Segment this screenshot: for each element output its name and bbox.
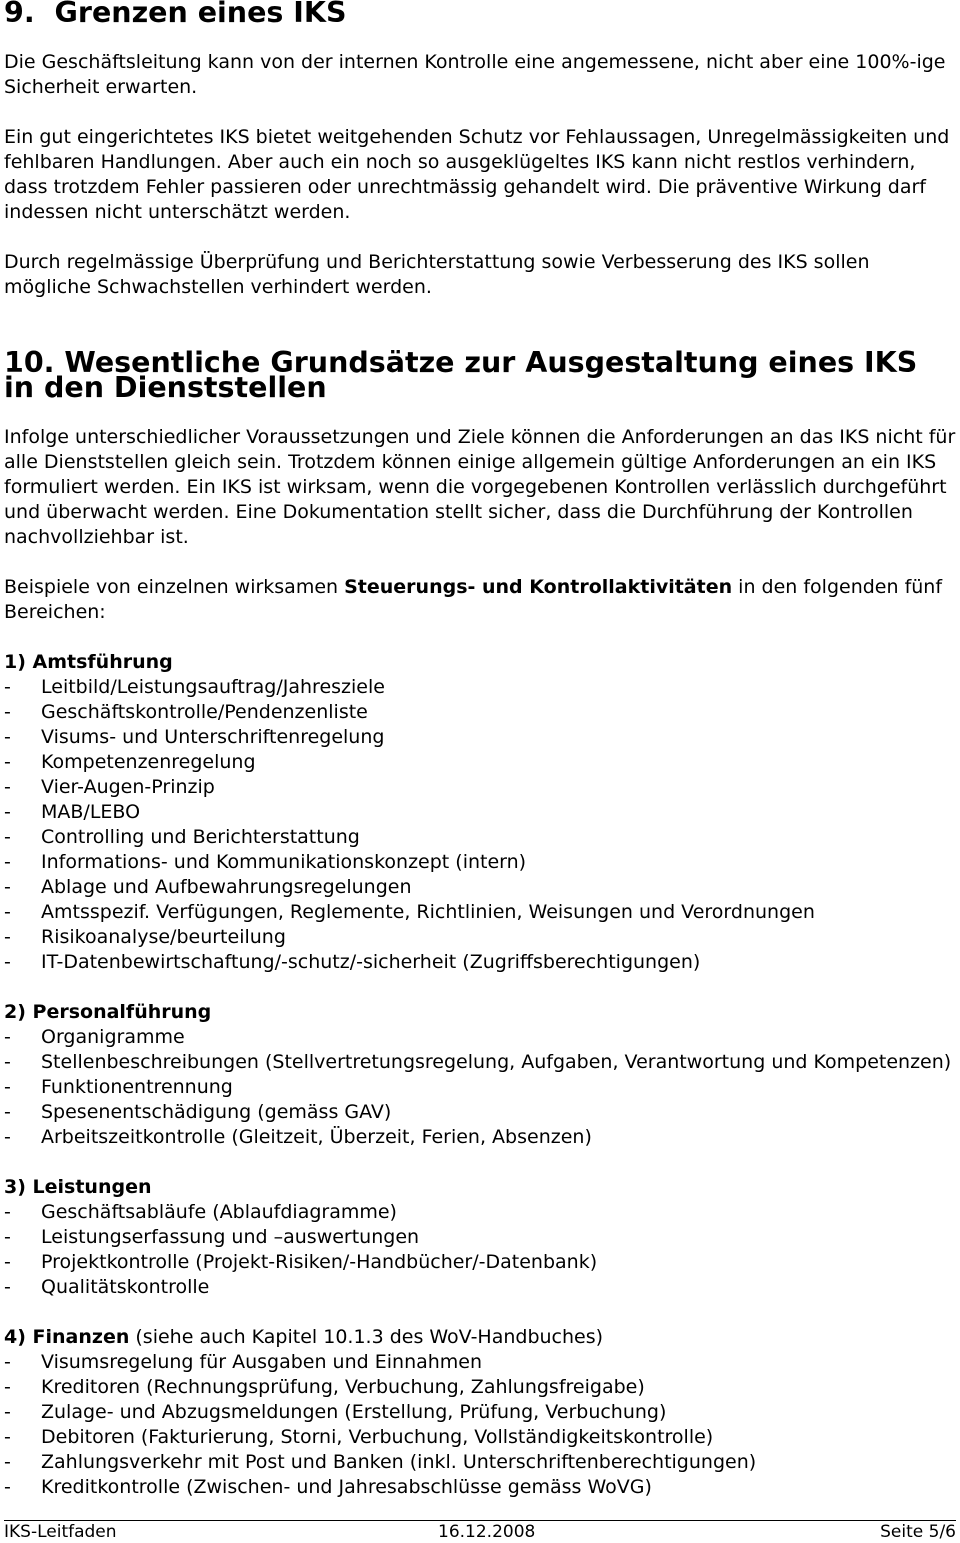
control-area — [4, 1175, 956, 1300]
control-area-heading — [4, 650, 956, 675]
list-item: - Projektkontrolle (Projekt-Risiken/-Handbücher/-Datenbank) — [4, 1250, 956, 1275]
list-item: - Leitbild/Leistungsauftrag/Jahresziele — [4, 675, 956, 700]
list-item: - Kreditkontrolle (Zwischen- und Jahresabschlüsse gemäss WoVG) — [4, 1475, 956, 1500]
control-area-list — [4, 675, 956, 975]
control-area — [4, 650, 956, 975]
section-10-title: 10. Wesentliche Grundsätze zur Ausgestaltung eines IKS in den Dienststellen — [4, 346, 918, 404]
list-item: - Funktionentrennung — [4, 1075, 956, 1100]
control-area-title: 2) Personalführung — [4, 1001, 212, 1023]
list-item: - Controlling und Berichterstattung — [4, 825, 956, 850]
list-item: - Kreditoren (Rechnungsprüfung, Verbuchung, Zahlungsfreigabe) — [4, 1375, 956, 1400]
list-item: - Debitoren (Fakturierung, Storni, Verbuchung, Vollständigkeitskontrolle) — [4, 1425, 956, 1450]
list-item: - Leistungserfassung und –auswertungen — [4, 1225, 956, 1250]
section-10-intro — [4, 575, 956, 625]
list-item: - Kompetenzenregelung — [4, 750, 956, 775]
list-item: - Geschäftsabläufe (Ablaufdiagramme) — [4, 1200, 956, 1225]
control-area-list — [4, 1025, 956, 1150]
page-footer — [4, 1520, 956, 1542]
control-area-heading — [4, 1175, 956, 1200]
list-item: - Zulage- und Abzugsmeldungen (Erstellung, Prüfung, Verbuchung) — [4, 1400, 956, 1425]
list-item: - Amtsspezif. Verfügungen, Reglemente, Richtlinien, Weisungen und Verordnungen — [4, 900, 956, 925]
intro-text-post: in den folgenden fünf Bereichen: — [4, 576, 943, 623]
list-item: - Arbeitszeitkontrolle (Gleitzeit, Überzeit, Ferien, Absenzen) — [4, 1125, 956, 1150]
section-10-paragraph-1: Infolge unterschiedlicher Voraussetzungen und Ziele können die Anforderungen an das IKS nicht für alle Dienststellen gleich sein. Trotzdem können einige allgemein gültige Anforderungen an ein IKS formuliert werden. Ein IKS ist wirksam, wenn die vorgegebenen Kontrollen verlässlich durchgeführt und überwacht werden. Eine Dokumentation stellt sicher, dass die Durchführung der Kontrollen nachvollziehbar ist. — [4, 426, 956, 548]
control-area — [4, 1000, 956, 1150]
control-area-title: 3) Leistungen — [4, 1176, 152, 1198]
section-9-paragraph-1: Die Geschäftsleitung kann von der internen Kontrolle eine angemessene, nicht aber eine 100%-ige Sicherheit erwarten. — [4, 51, 946, 98]
control-area-note: (siehe auch Kapitel 10.1.3 des WoV-Handbuches) — [129, 1326, 604, 1348]
list-item: - Zahlungsverkehr mit Post und Banken (inkl. Unterschriftenberechtigungen) — [4, 1450, 956, 1475]
list-item: - Organigramme — [4, 1025, 956, 1050]
intro-text-bold: Steuerungs- und Kontrollaktivitäten — [344, 576, 733, 598]
control-area — [4, 1325, 956, 1500]
list-item: - MAB/LEBO — [4, 800, 956, 825]
document-page — [4, 0, 956, 1500]
control-area-list — [4, 1350, 956, 1500]
control-area-heading — [4, 1325, 956, 1350]
list-item: - Stellenbeschreibungen (Stellvertretungsregelung, Aufgaben, Verantwortung und Kompetenzen) — [4, 1050, 956, 1075]
list-item: - Risikoanalyse/beurteilung — [4, 925, 956, 950]
control-area-title: 4) Finanzen — [4, 1326, 130, 1348]
footer-page-number: Seite 5/6 — [880, 1522, 956, 1542]
intro-text-pre: Beispiele von einzelnen wirksamen — [4, 576, 345, 598]
list-item: - Visumsregelung für Ausgaben und Einnahmen — [4, 1350, 956, 1375]
list-item: - Spesenentschädigung (gemäss GAV) — [4, 1100, 956, 1125]
control-areas — [4, 650, 956, 1500]
control-area-heading — [4, 1000, 956, 1025]
list-item: - Qualitätskontrolle — [4, 1275, 956, 1300]
list-item: - Vier-Augen-Prinzip — [4, 775, 956, 800]
list-item: - Geschäftskontrolle/Pendenzenliste — [4, 700, 956, 725]
list-item: - Visums- und Unterschriftenregelung — [4, 725, 956, 750]
section-9-paragraph-2: Ein gut eingerichtetes IKS bietet weitgehenden Schutz vor Fehlaussagen, Unregelmässigkeiten und fehlbaren Handlungen. Aber auch ein noch so ausgeklügeltes IKS kann nicht restlos verhindern, dass trotzdem Fehler passieren oder unrechtmässig gehandelt wird. Die präventive Wirkung darf indessen nicht unterschätzt werden. — [4, 126, 950, 223]
footer-date: 16.12.2008 — [438, 1522, 536, 1542]
control-area-title: 1) Amtsführung — [4, 651, 173, 673]
footer-document-title: IKS-Leitfaden — [4, 1522, 117, 1542]
list-item: - Informations- und Kommunikationskonzept (intern) — [4, 850, 956, 875]
list-item: - IT-Datenbewirtschaftung/-schutz/-sicherheit (Zugriffsberechtigungen) — [4, 950, 956, 975]
control-area-list — [4, 1200, 956, 1300]
section-9-title: 9. Grenzen eines IKS — [4, 0, 347, 29]
list-item: - Ablage und Aufbewahrungsregelungen — [4, 875, 956, 900]
section-9-paragraph-3: Durch regelmässige Überprüfung und Berichterstattung sowie Verbesserung des IKS sollen mögliche Schwachstellen verhindert werden. — [4, 251, 870, 298]
